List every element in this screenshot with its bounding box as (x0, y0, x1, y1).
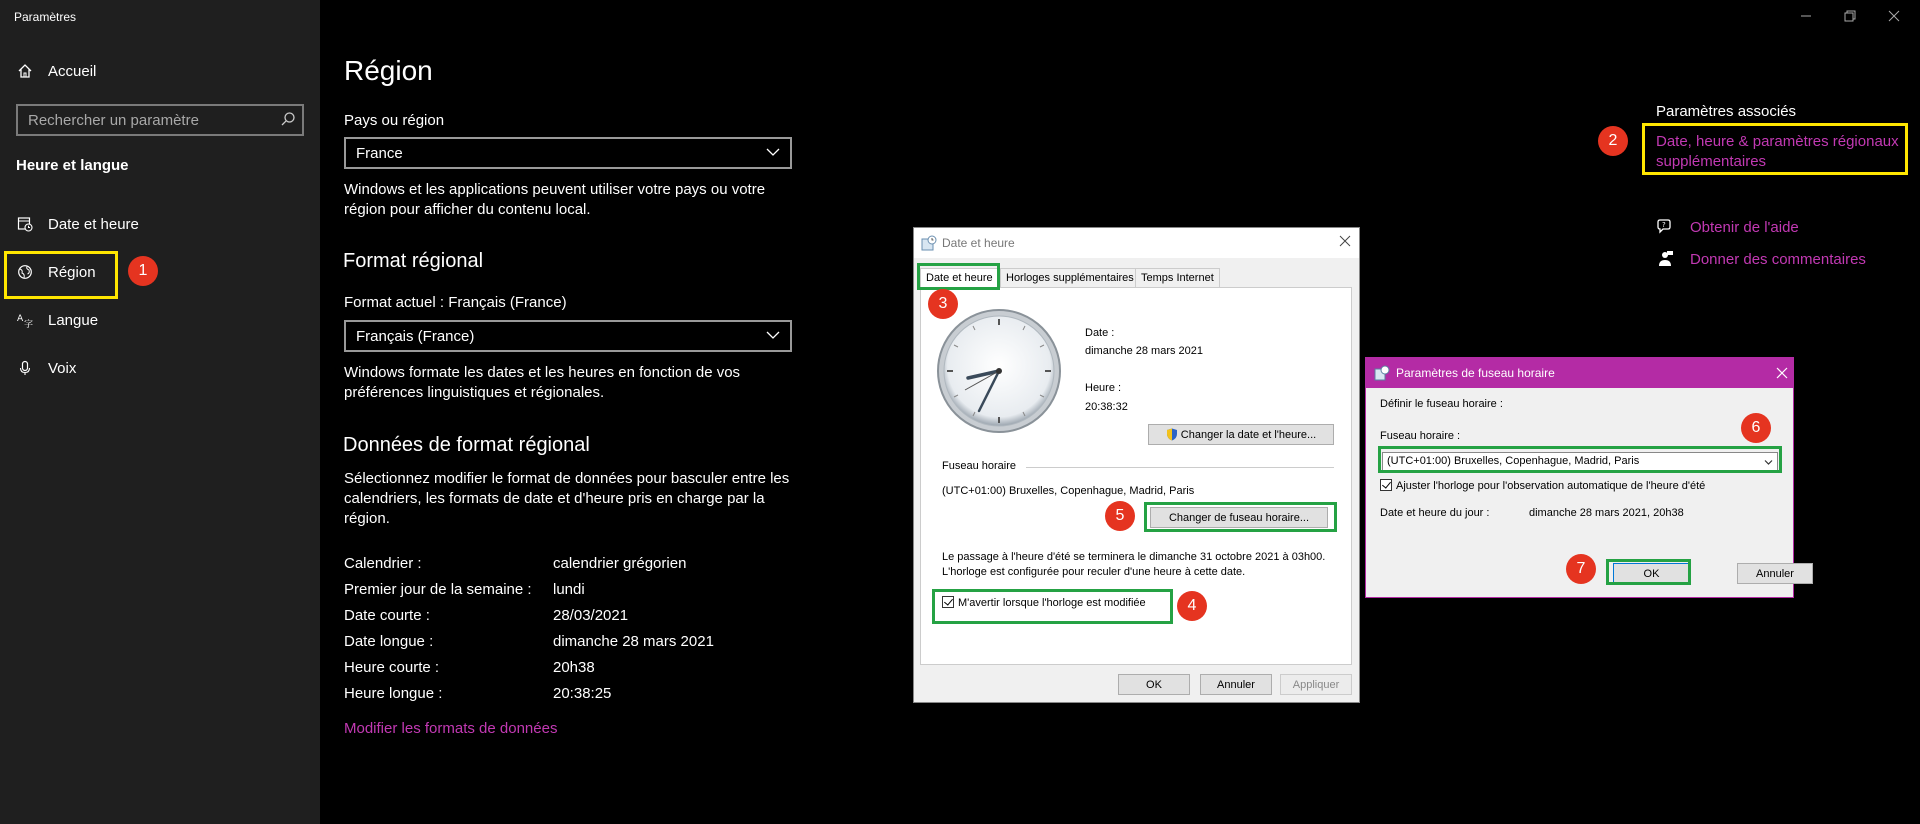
time-label: Heure : (1085, 382, 1122, 394)
step-badge: 5 (1105, 501, 1135, 531)
step-badge: 3 (928, 289, 958, 319)
highlight-change-tz (1144, 502, 1337, 532)
search-box[interactable] (16, 104, 304, 136)
country-description: Windows et les applications peuvent utiliser votre pays ou votre région pour afficher du contenu local. (344, 181, 766, 218)
page-title: Région (344, 55, 433, 86)
timezone-label: Fuseau horaire : (1380, 430, 1461, 442)
sidebar-item-voice[interactable] (16, 359, 76, 377)
format-heading: Format régional (343, 250, 484, 272)
highlight-ok (1606, 559, 1691, 585)
timezone-section-title: Fuseau horaire (942, 460, 1016, 472)
highlight-region (4, 251, 118, 299)
uac-shield-icon (1166, 428, 1178, 441)
microphone-icon (16, 359, 34, 377)
svg-text:字: 字 (24, 320, 33, 328)
row-key: Date courte : (344, 607, 430, 624)
calendar-clock-icon (16, 215, 34, 233)
section-title: Heure et langue (16, 157, 129, 174)
cancel-button[interactable]: Annuler (1737, 563, 1813, 584)
format-description: Windows formate les dates et les heures en fonction de vos préférences linguistiques et régionales. (344, 364, 741, 401)
change-timezone-button[interactable]: Changer de fuseau horaire... (1150, 507, 1328, 528)
dst-note: Le passage à l'heure d'été se terminera le dimanche 31 octobre 2021 à 03h00. L'horloge est configurée pour reculer d'une heure à cette date. (942, 551, 1326, 578)
help-label: Obtenir de l'aide (1690, 218, 1799, 236)
step-badge: 1 (128, 256, 158, 286)
feedback-link[interactable] (1656, 250, 1866, 268)
sidebar-item-home[interactable] (16, 62, 96, 80)
row-value: dimanche 28 mars 2021 (553, 633, 714, 650)
change-datetime-label: Changer la date et l'heure... (1180, 428, 1317, 441)
timezone-app-icon (1374, 365, 1390, 386)
analog-clock (935, 307, 1063, 435)
current-datetime-label: Date et heure du jour : (1380, 507, 1490, 519)
tab-internet-time[interactable]: Temps Internet (1135, 268, 1220, 288)
tab-additional-clocks[interactable]: Horloges supplémentaires (1000, 268, 1140, 288)
step-badge: 7 (1566, 554, 1596, 584)
sidebar-item-language[interactable] (16, 311, 98, 329)
country-label: Pays ou région (344, 112, 445, 129)
tab-date-time[interactable]: Date et heure (920, 268, 999, 289)
define-timezone-label: Définir le fuseau horaire : (1380, 398, 1503, 410)
row-key: Heure longue : (344, 685, 443, 702)
step-badge: 6 (1741, 413, 1771, 443)
row-value: 20:38:25 (553, 685, 612, 702)
row-value: 28/03/2021 (553, 607, 629, 624)
home-icon (16, 62, 34, 80)
sidebar-item-label: Date et heure (48, 215, 139, 233)
date-value: dimanche 28 mars 2021 (1085, 345, 1204, 357)
date-label: Date : (1085, 327, 1115, 339)
row-key: Date longue : (344, 633, 434, 650)
row-value: lundi (553, 581, 585, 598)
data-format-heading: Données de format régional (343, 434, 590, 456)
dst-label: Ajuster l'horloge pour l'observation automatique de l'heure d'été (1396, 480, 1706, 492)
svg-text:A: A (17, 314, 24, 324)
cancel-button[interactable]: Annuler (1200, 674, 1272, 695)
search-icon[interactable] (280, 111, 296, 132)
close-icon[interactable] (1882, 6, 1906, 26)
sidebar (0, 0, 320, 824)
row-key: Heure courte : (344, 659, 440, 676)
sidebar-item-label: Région (48, 263, 96, 281)
minimize-icon[interactable] (1794, 6, 1818, 26)
step-badge: 4 (1177, 591, 1207, 621)
step-badge: 2 (1598, 126, 1628, 156)
format-current: Format actuel : Français (France) (344, 294, 567, 311)
restore-icon[interactable] (1838, 6, 1862, 26)
current-datetime-value: dimanche 28 mars 2021, 20h38 (1529, 507, 1684, 519)
country-dropdown[interactable] (344, 137, 792, 169)
sidebar-item-label: Accueil (48, 62, 97, 80)
dst-checkbox[interactable] (1380, 479, 1705, 492)
highlight-tab (917, 263, 1000, 290)
close-icon[interactable] (1776, 366, 1788, 384)
sidebar-item-label: Voix (48, 359, 77, 377)
row-value: calendrier grégorien (553, 555, 687, 572)
timezone-value: (UTC+01:00) Bruxelles, Copenhague, Madrid, Paris (942, 485, 1195, 497)
notify-label: M'avertir lorsque l'horloge est modifiée (958, 597, 1146, 609)
related-settings-link[interactable]: Date, heure & paramètres régionaux supplémentaires (1656, 133, 1899, 170)
sidebar-item-label: Langue (48, 311, 99, 329)
row-key: Premier jour de la semaine : (344, 581, 532, 598)
checkbox-checked[interactable] (1380, 479, 1392, 491)
app-title: Paramètres (14, 10, 77, 24)
ok-button[interactable]: OK (1613, 563, 1690, 584)
chevron-down-icon (766, 145, 780, 163)
divider (1026, 467, 1334, 468)
related-settings-title: Paramètres associés (1656, 103, 1797, 120)
dialog-titlebar (914, 228, 1359, 258)
dialog-titlebar (1366, 358, 1793, 388)
change-datetime-button[interactable] (1148, 424, 1334, 445)
clock-app-icon (921, 235, 937, 254)
data-format-description: Sélectionnez modifier le format de données pour basculer entre les calendriers, les formats de date et d'heure pris en charge par la région. (344, 470, 790, 527)
feedback-label: Donner des commentaires (1690, 250, 1866, 268)
highlight-tz-select (1378, 446, 1782, 473)
time-value: 20:38:32 (1085, 401, 1128, 413)
language-icon (16, 311, 34, 329)
ok-button[interactable]: OK (1118, 674, 1190, 695)
row-key: Calendrier : (344, 555, 422, 572)
close-icon[interactable] (1339, 235, 1351, 250)
dialog-title: Paramètres de fuseau horaire (1396, 366, 1555, 380)
apply-button[interactable]: Appliquer (1280, 674, 1352, 695)
country-value: France (356, 145, 403, 162)
format-value: Français (France) (356, 328, 475, 345)
date-time-dialog (913, 227, 1360, 703)
dialog-title: Date et heure (942, 236, 1015, 250)
format-dropdown[interactable] (344, 320, 792, 352)
feedback-icon (1656, 250, 1674, 268)
help-chat-icon (1656, 218, 1674, 236)
row-value: 20h38 (553, 659, 595, 676)
svg-text:?: ? (1662, 221, 1666, 229)
highlight-notify (932, 589, 1173, 624)
help-link[interactable] (1656, 218, 1799, 236)
search-input[interactable] (18, 106, 268, 134)
timezone-select-value: (UTC+01:00) Bruxelles, Copenhague, Madrid, Paris (1387, 455, 1640, 467)
chevron-down-icon (766, 328, 780, 346)
modify-formats-link[interactable]: Modifier les formats de données (344, 720, 558, 737)
sidebar-item-date-time[interactable] (16, 215, 139, 233)
